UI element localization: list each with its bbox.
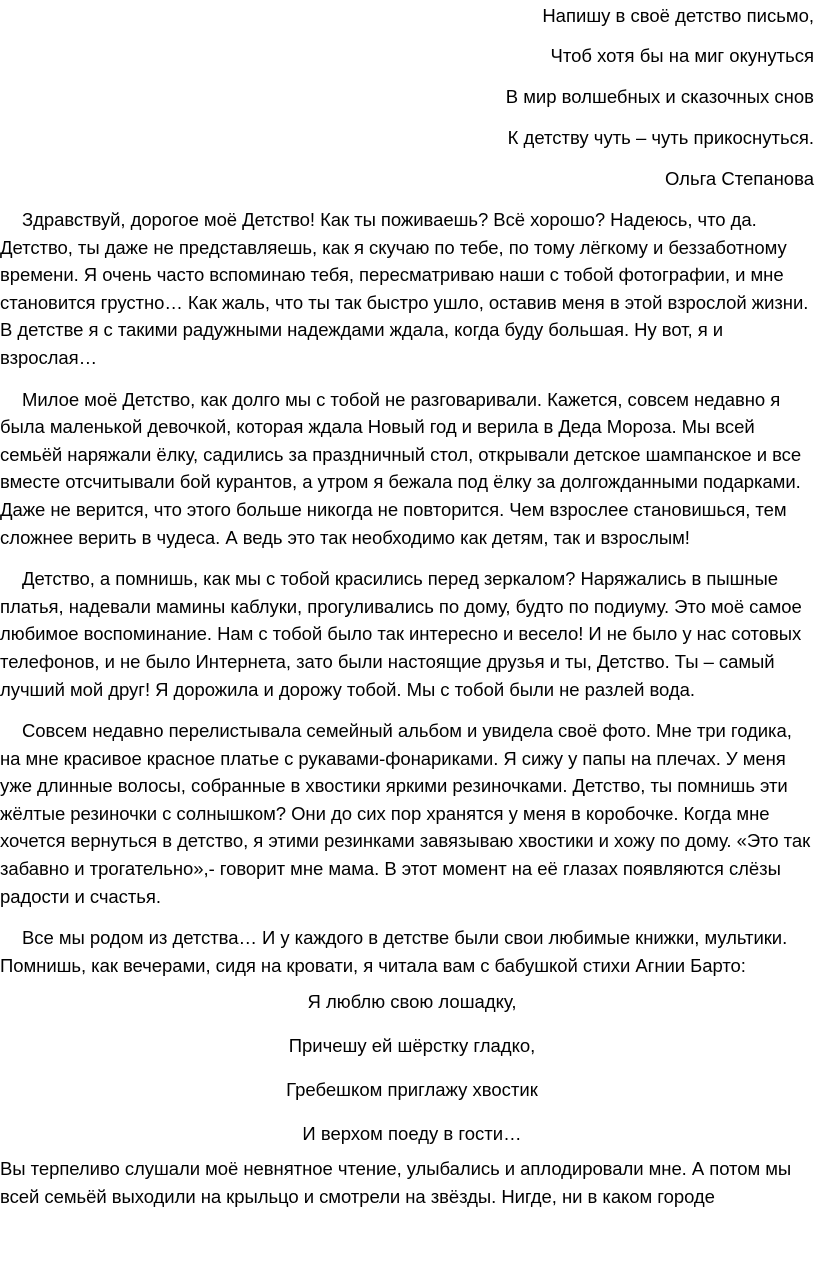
letter-body — [0, 206, 816, 1225]
paragraph-1: Здравствуй, дорогое моё Детство! Как ты поживаешь? Всё хорошо? Надеюсь, что да. Детство, ты даже не представляешь, как я скучаю по тебе, по тому лёгкому и беззаботному времени. Я очень часто вспоминаю тебя, пересматриваю наши с тобой фотографии, и мне становится грустно… Как жаль, что ты так быстро ушло, оставив меня в этой взрослой жизни. В детстве я с такими радужными надеждами ждала, когда буду большая. Ну вот, я и взрослая… — [0, 209, 809, 368]
poem-line-1: Я люблю свою лошадку, — [307, 991, 517, 1013]
paragraph-2: Милое моё Детство, как долго мы с тобой не разговаривали. Кажется, совсем недавно я была маленькой девочкой, которая ждала Новый год и верила в Деда Мороза. Мы всей семьёй наряжали ёлку, садились за праздничный стол, открывали детское шампанское и все вместе отсчитывали бой курантов, а утром я бежала под ёлку за долгожданными подарками. Даже не верится, что этого больше никогда не повторится. Чем взрослее становишься, тем сложнее верить в чудеса. А ведь это так необходимо как детям, так и взрослым! — [0, 388, 802, 548]
poem-quote — [0, 989, 816, 1155]
paragraph-3: Детство, а помнишь, как мы с тобой красились перед зеркалом? Наряжались в пышные платья, надевали мамины каблуки, прогуливались по дому, будто по подиуму. Это моё самое любимое воспоминание. Нам с тобой было так интересно и весело! И не было у нас сотовых телефонов, и не было Интернета, зато были настоящие друзья и ты, Детство. Ты – самый лучший мой друг! Я дорожила и дорожу тобой. Мы с тобой были не разлей вода. — [0, 568, 802, 700]
epigraph-author: Ольга Степанова — [664, 168, 814, 189]
poem-line-2: Причешу ей шёрстку гладко, — [288, 1035, 536, 1057]
epigraph-line-2: Чтоб хотя бы на миг окунуться — [550, 45, 814, 66]
epigraph-line-1: Напишу в своё детство письмо, — [542, 5, 814, 26]
paragraph-5: Все мы родом из детства… И у каждого в детстве были свои любимые книжки, мультики. Помнишь, как вечерами, сидя на кровати, я читала вам с бабушкой стихи Агнии Барто: — [0, 927, 788, 976]
poem-line-4: И верхом поеду в гости… — [302, 1123, 522, 1145]
closing-paragraph: Вы терпеливо слушали моё невнятное чтение, улыбались и аплодировали мне. А потом мы всей семьёй выходили на крыльцо и смотрели на звёзды. Нигде, ни в каком городе — [0, 1158, 792, 1208]
poem-line-3: Гребешком приглажу хвостик — [286, 1079, 538, 1101]
paragraph-4: Совсем недавно перелистывала семейный альбом и увидела своё фото. Мне три годика, на мне красивое красное платье с рукавами-фонариками. Я сижу у папы на плечах. У меня уже длинные волосы, собранные в хвостики яркими резиночками. Детство, ты помнишь эти жёлтые резиночки с солнышком? Они до сих пор хранятся у меня в коробочке. Когда мне хочется вернуться в детство, я этими резинками завязываю хвостики и хожу по дому. «Это так забавно и трогательно»,- говорит мне мама. В этот момент на её глазах появляются слёзы радости и счастья. — [0, 720, 811, 907]
epigraph-line-3: В мир волшебных и сказочных снов — [505, 86, 814, 107]
epigraph-line-4: К детству чуть – чуть прикоснуться. — [507, 127, 814, 148]
